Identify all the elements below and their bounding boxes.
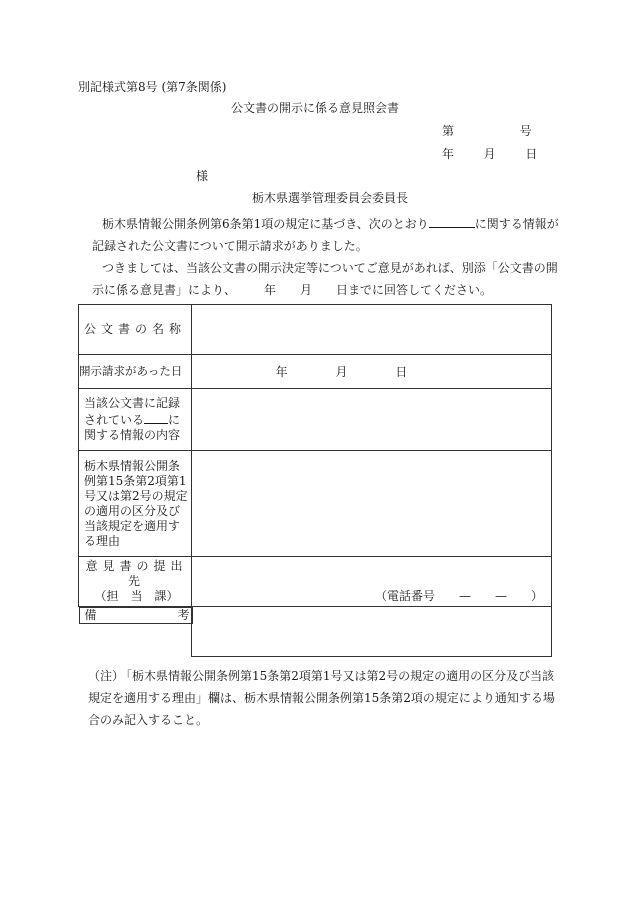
table-row bbox=[79, 557, 552, 607]
remarks-label-a: 備 bbox=[84, 608, 97, 622]
table-row bbox=[79, 607, 552, 657]
para1-c: 記録された公文書について開示請求がありました。 bbox=[92, 239, 368, 253]
date-day: 日 bbox=[525, 147, 538, 161]
para2-year: 年 bbox=[264, 283, 277, 297]
info-content-blank bbox=[144, 411, 168, 424]
submission-label bbox=[79, 557, 192, 607]
document-title: 公文書の開示に係る意見照会書 bbox=[230, 101, 399, 115]
date-month: 月 bbox=[483, 147, 496, 161]
info-content-field[interactable] bbox=[192, 389, 552, 451]
form-id: 別記様式第8号 (第7条関係) bbox=[78, 80, 227, 94]
para1-b: に関する情報が bbox=[474, 217, 559, 231]
request-day: 日 bbox=[395, 365, 408, 379]
number-prefix: 第 bbox=[442, 124, 455, 138]
para2-month: 月 bbox=[300, 283, 313, 297]
para2-c: 日までに回答してください。 bbox=[336, 283, 493, 297]
date-year: 年 bbox=[442, 147, 455, 161]
table-row bbox=[79, 355, 552, 389]
phone-field[interactable]: （電話番号 — — ） bbox=[192, 557, 552, 607]
document-date bbox=[442, 147, 537, 161]
remarks-label bbox=[79, 607, 193, 624]
request-date-label: 開示請求があった日 bbox=[79, 355, 192, 389]
request-month: 月 bbox=[335, 365, 348, 379]
document-name-label: 公文書の名称 bbox=[79, 305, 192, 355]
addressee: 様 bbox=[196, 169, 209, 183]
reason-field[interactable] bbox=[192, 451, 552, 557]
request-year: 年 bbox=[275, 365, 288, 379]
table-row bbox=[79, 389, 552, 451]
submission-label-b: （担 当 課） bbox=[94, 589, 179, 603]
sender: 栃木県選挙管理委員会委員長 bbox=[251, 191, 408, 205]
document-name-field[interactable] bbox=[192, 305, 552, 355]
table-row bbox=[79, 451, 552, 557]
remarks-field[interactable] bbox=[192, 607, 552, 657]
body-text bbox=[92, 213, 562, 301]
note-lead: （注） bbox=[88, 669, 125, 683]
para2-b: 示に係る意見書」により、 bbox=[92, 283, 237, 297]
note-text: 「栃木県情報公開条例第15条第2項第1号又は第2号の規定の適用の区分及び当該規定を適用する理由」欄は、栃木県情報公開条例第15条第2項の規定により通知する場合のみ記入すること。 bbox=[88, 669, 555, 727]
number-suffix: 号 bbox=[519, 124, 532, 138]
reason-label: 栃木県情報公開条例第15条第2項第1号又は第2号の規定の適用の区分及び当該規定を適用する理由 bbox=[79, 451, 192, 557]
remarks-label-b: 考 bbox=[177, 608, 190, 622]
info-content-label-b: に関する情報の内容 bbox=[84, 413, 181, 442]
para2-a: つきましては、当該公文書の開示決定等についてご意見があれば、別添「公文書の開 bbox=[102, 261, 558, 275]
footnote bbox=[88, 665, 558, 731]
document-number bbox=[442, 124, 532, 138]
info-content-label-a: 当該公文書に記録されている bbox=[84, 396, 181, 427]
info-table bbox=[78, 304, 552, 657]
info-content-label bbox=[79, 389, 192, 451]
request-date-field[interactable] bbox=[192, 355, 552, 389]
table-row bbox=[79, 305, 552, 355]
subject-blank bbox=[429, 215, 475, 228]
para1-a: 栃木県情報公開条例第6条第1項の規定に基づき、次のとおり bbox=[102, 217, 429, 231]
submission-label-a: 意見書の提出先 bbox=[85, 559, 188, 588]
